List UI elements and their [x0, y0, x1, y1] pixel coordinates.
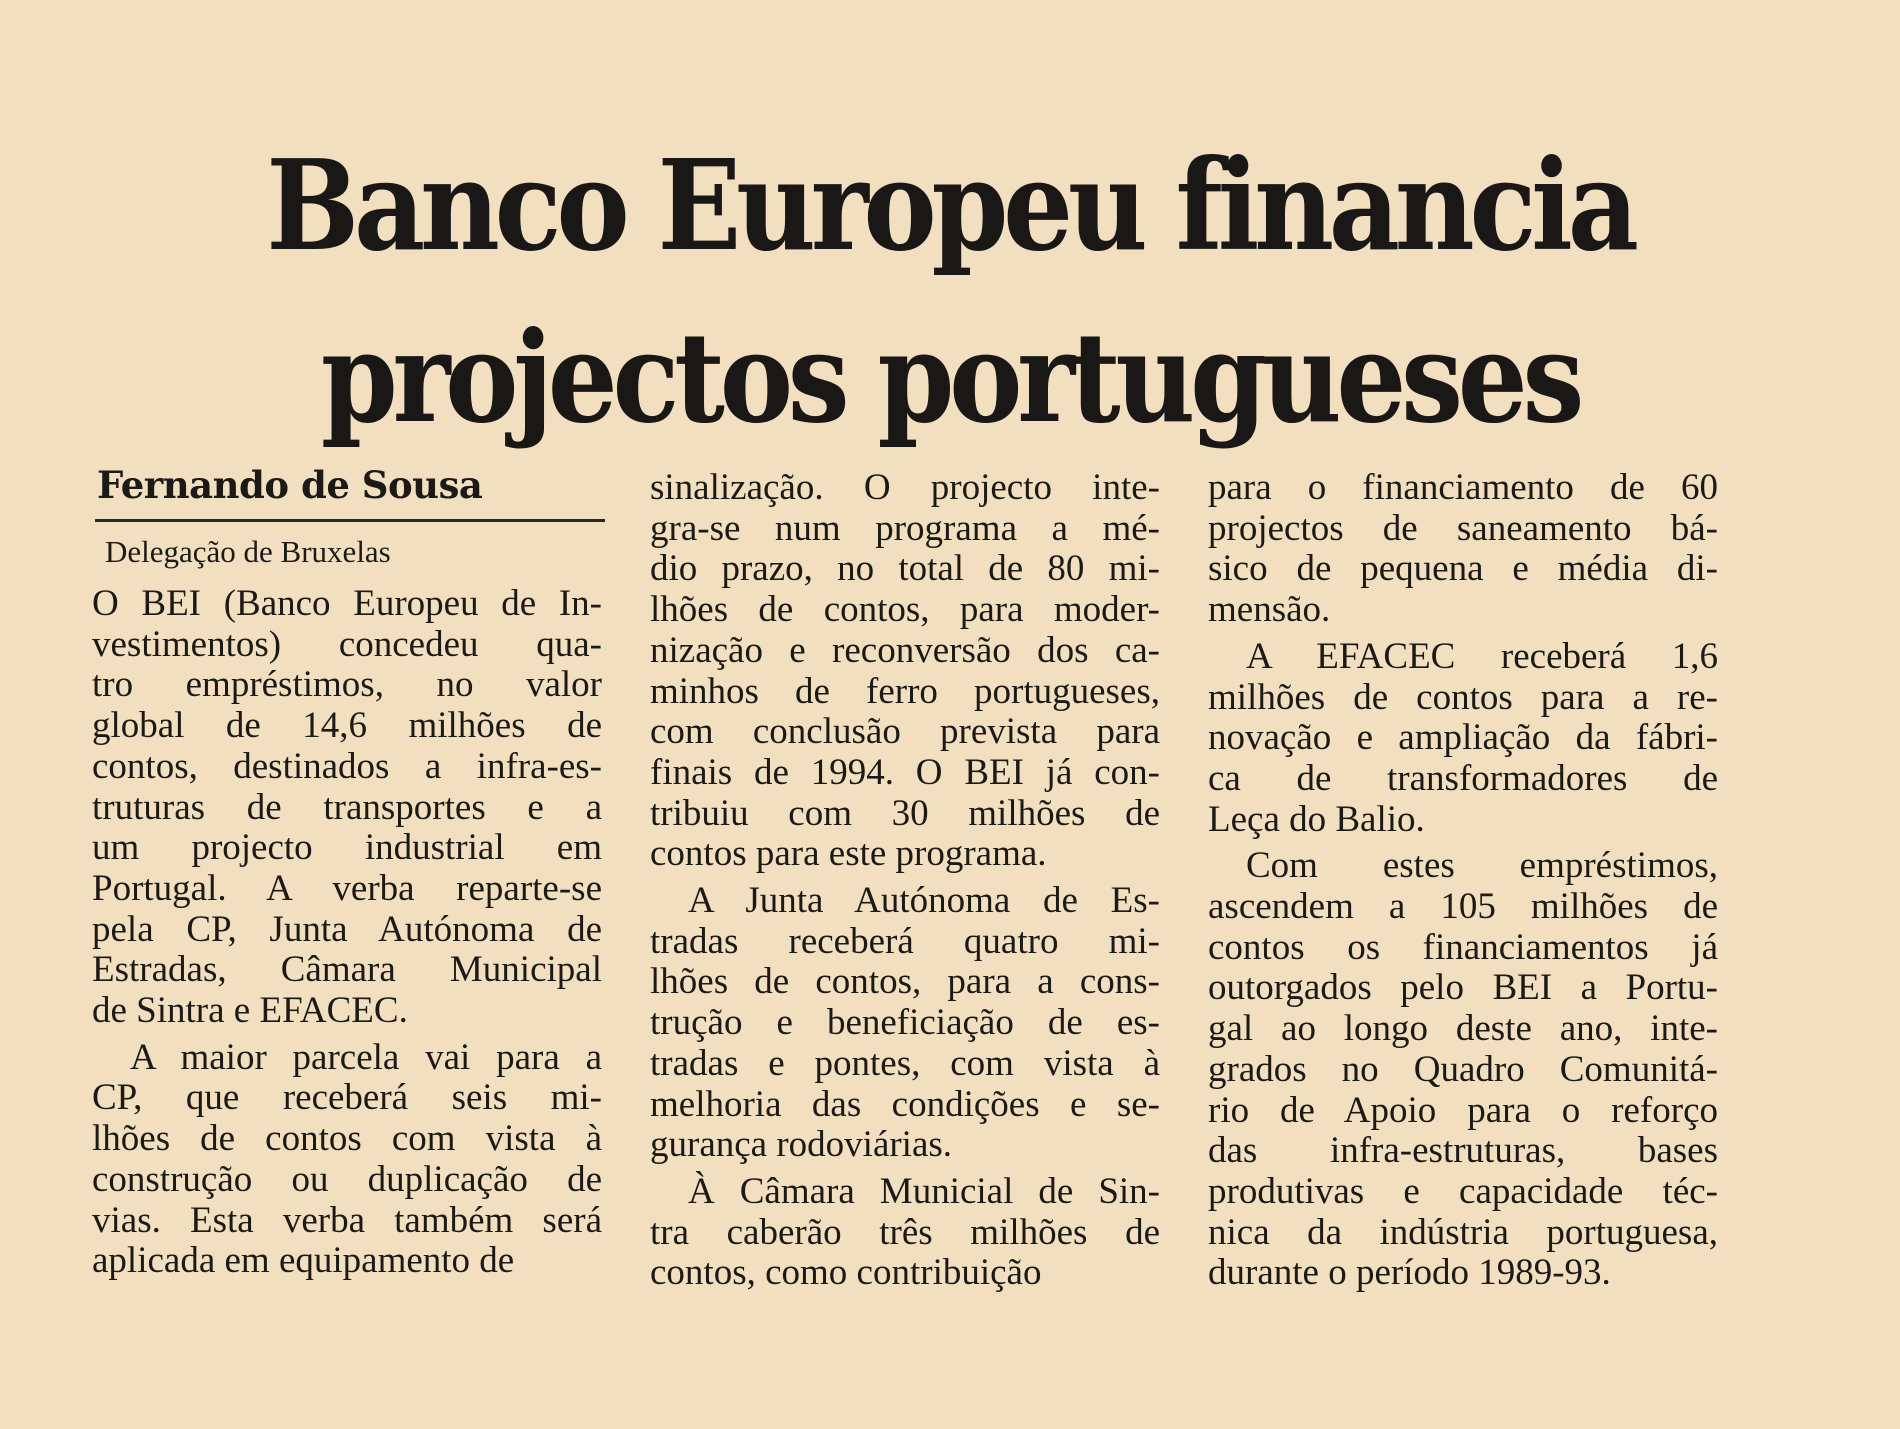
article-line: outorgados pelo BEI a Portu- — [1208, 967, 1718, 1009]
article-line: Com estes empréstimos, — [1246, 845, 1718, 887]
article-line: O BEI (Banco Europeu de In- — [92, 583, 602, 624]
headline — [114, 120, 1786, 464]
article-line: Leça do Balio. — [1208, 798, 1425, 840]
article-line: tradas receberá quatro mi- — [650, 920, 1160, 962]
article-line: Estradas, Câmara Municipal — [92, 949, 602, 991]
article-line: Portugal. A verba reparte-se — [92, 867, 602, 909]
article-line: ascendem a 105 milhões de — [1208, 886, 1718, 928]
article-line: contos os financiamentos já — [1208, 926, 1718, 968]
article-line: nica da indústria portuguesa, — [1208, 1211, 1718, 1253]
byline-divider — [95, 519, 605, 522]
article-line: tro empréstimos, no valor — [92, 664, 602, 706]
article-line: melhoria das condições e se- — [650, 1083, 1160, 1125]
article-line: milhões de contos para a re- — [1208, 676, 1718, 718]
article-line: lhões de contos, para a cons- — [650, 961, 1160, 1003]
article-line: sinalização. O projecto inte- — [650, 467, 1160, 508]
article-line: um projecto industrial em — [92, 827, 602, 869]
article-line: tribuiu com 30 milhões de — [650, 792, 1160, 834]
headline-line-1: Banco Europeu financia — [266, 133, 1634, 279]
article-line: vestimentos) concedeu qua- — [92, 623, 602, 665]
article-line: global de 14,6 milhões de — [92, 705, 602, 747]
article-line: lhões de contos com vista à — [92, 1118, 602, 1160]
article-line: mensão. — [1208, 589, 1331, 631]
article-line: nização e reconversão dos ca- — [650, 629, 1160, 671]
article-line: gal ao longo deste ano, inte- — [1208, 1008, 1718, 1050]
article-line: com conclusão prevista para — [650, 711, 1160, 753]
article-column-3 — [1208, 468, 1718, 1294]
article-line: tradas e pontes, com vista à — [650, 1042, 1160, 1084]
article-line: gra-se num programa a mé- — [650, 507, 1160, 549]
article-line: contos, destinados a infra-es- — [92, 745, 602, 787]
headline-line-2: projectos portugueses — [320, 305, 1580, 451]
article-line: vias. Esta verba também será — [92, 1199, 602, 1241]
author-department: Delegação de Bruxelas — [105, 534, 391, 569]
article-line: minhos de ferro portugueses, — [650, 670, 1160, 712]
article-line: projectos de saneamento bá- — [1208, 507, 1718, 549]
article-line: novação e ampliação da fábri- — [1208, 717, 1718, 759]
author-name: Fernando de Sousa — [97, 463, 483, 507]
article-line: tra caberão três milhões de — [650, 1211, 1160, 1253]
article-column-1 — [92, 584, 602, 1282]
article-line: ca de transformadores de — [1208, 757, 1718, 799]
article-line: contos para este programa. — [650, 833, 1047, 875]
article-line: A EFACEC receberá 1,6 — [1246, 635, 1718, 677]
article-line: contos, como contribuição — [650, 1252, 1042, 1294]
article-line: lhões de contos, para moder- — [650, 589, 1160, 631]
article-line: gurança rodoviárias. — [650, 1124, 953, 1166]
article-line: sico de pequena e média di- — [1208, 548, 1718, 590]
article-line: finais de 1994. O BEI já con- — [650, 751, 1160, 793]
article-line: À Câmara Municial de Sin- — [688, 1170, 1160, 1212]
article-line: para o financiamento de 60 — [1208, 467, 1718, 508]
article-line: A maior parcela vai para a — [130, 1036, 602, 1078]
article-line: dio prazo, no total de 80 mi- — [650, 548, 1160, 590]
article-line: das infra-estruturas, bases — [1208, 1130, 1718, 1172]
article-column-2 — [650, 468, 1160, 1294]
article-line: trução e beneficiação de es- — [650, 1002, 1160, 1044]
article-line: durante o período 1989-93. — [1208, 1252, 1611, 1294]
article-line: de Sintra e EFACEC. — [92, 990, 408, 1032]
article-line: rio de Apoio para o reforço — [1208, 1089, 1718, 1131]
article-line: pela CP, Junta Autónoma de — [92, 908, 602, 950]
article-line: construção ou duplicação de — [92, 1158, 602, 1200]
article-line: grados no Quadro Comunitá- — [1208, 1048, 1718, 1090]
byline — [95, 461, 605, 574]
article-line: aplicada em equipamento de — [92, 1240, 515, 1282]
article-line: CP, que receberá seis mi- — [92, 1077, 602, 1119]
article-line: truturas de transportes e a — [92, 786, 602, 828]
article-line: A Junta Autónoma de Es- — [688, 880, 1160, 922]
article-line: produtivas e capacidade téc- — [1208, 1170, 1718, 1212]
